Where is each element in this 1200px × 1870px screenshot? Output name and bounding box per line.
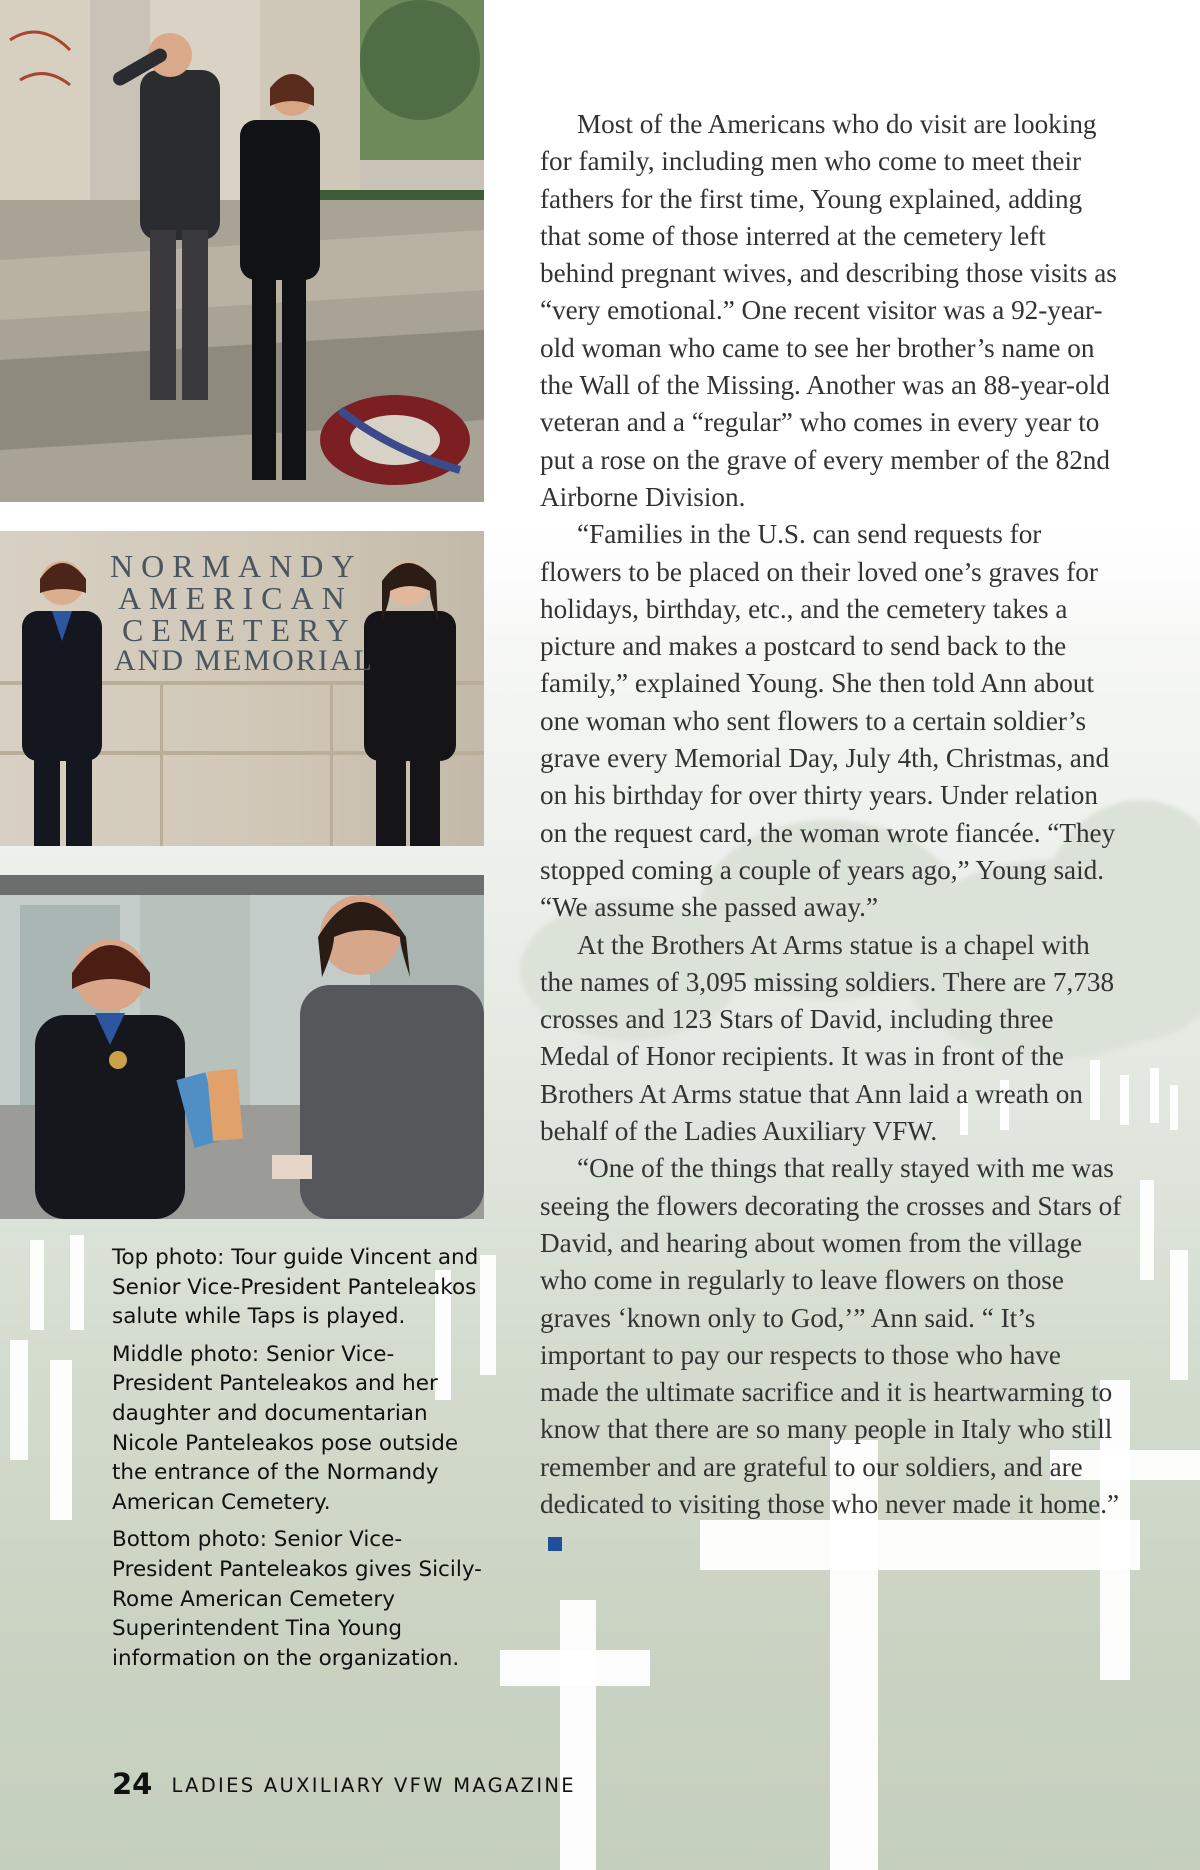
caption-top: Top photo: Tour guide Vincent and Senior Vice-President Panteleakos salute while Taps is played. xyxy=(112,1245,479,1330)
photo-captions xyxy=(112,1243,492,1681)
top-photo-salute xyxy=(0,0,484,502)
page-number: 24 xyxy=(112,1767,153,1801)
caption-middle: Middle photo: Senior Vice-President Panteleakos and her daughter and documentarian Nicole Panteleakos pose outside the entrance of the Normandy American Cemetery. xyxy=(112,1341,459,1515)
article-paragraph-last xyxy=(540,1150,1125,1560)
caption-bottom: Bottom photo: Senior Vice-President Panteleakos gives Sicily-Rome American Cemetery Superintendent Tina Young information on the organization. xyxy=(112,1527,482,1671)
article-body xyxy=(540,106,1125,1561)
article-paragraph: “Families in the U.S. can send requests for flowers to be placed on their loved one’s graves for holidays, birthday, etc., and the cemetery takes a picture and makes a postcard to send back to the family,” explained Young. She then told Ann about one woman who sent flowers to a certain soldier’s grave every Memorial Day, July 4th, Christmas, and on his birthday for over thirty years. Under relation on the request card, the woman wrote fiancée. “They stopped coming a couple of years ago,” Young said. “We assume she passed away.” xyxy=(540,519,1116,923)
sign-line-4: AND MEMORIAL xyxy=(114,644,374,677)
page-footer xyxy=(112,1767,576,1801)
sign-line-1: NORMANDY xyxy=(110,548,363,584)
bottom-photo-information-handoff xyxy=(0,875,484,1219)
magazine-title: LADIES AUXILIARY VFW MAGAZINE xyxy=(171,1774,576,1797)
sign-line-3: CEMETERY xyxy=(122,612,357,648)
end-mark-icon xyxy=(548,1537,562,1551)
sign-line-2: AMERICAN xyxy=(118,580,353,616)
article-paragraph: Most of the Americans who do visit are looking for family, including men who come to meet their fathers for the first time, Young explained, adding that some of those interred at the cemetery left behind pregnant wives, and describing those visits as “very emotional.” One recent visitor was a 92-year-old woman who came to see her brother’s name on the Wall of the Missing. Another was an 88-year-old veteran and a “regular” who comes in every year to put a rose on the grave of every member of the 82nd Airborne Division. xyxy=(540,109,1117,512)
middle-photo-normandy-sign xyxy=(0,531,484,846)
article-paragraph: At the Brothers At Arms statue is a chapel with the names of 3,095 missing soldiers. There are 7,738 crosses and 123 Stars of David, including three Medal of Honor recipients. It was in front of the Brothers At Arms statue that Ann laid a wreath on behalf of the Ladies Auxiliary VFW. xyxy=(540,929,1115,1147)
article-paragraph-text: “One of the things that really stayed with me was seeing the flowers decorating the crosses and Stars of David, and hearing about women from the village who come in regularly to leave flowers on those graves ‘known only to God,’” Ann said. “ It’s important to pay our respects to those who have made the ultimate sacrifice and it is heartwarming to know that there are so many people in Italy who still remember and are grateful to our soldiers, and are dedicated to visiting those who never made it home.” xyxy=(540,1153,1122,1519)
